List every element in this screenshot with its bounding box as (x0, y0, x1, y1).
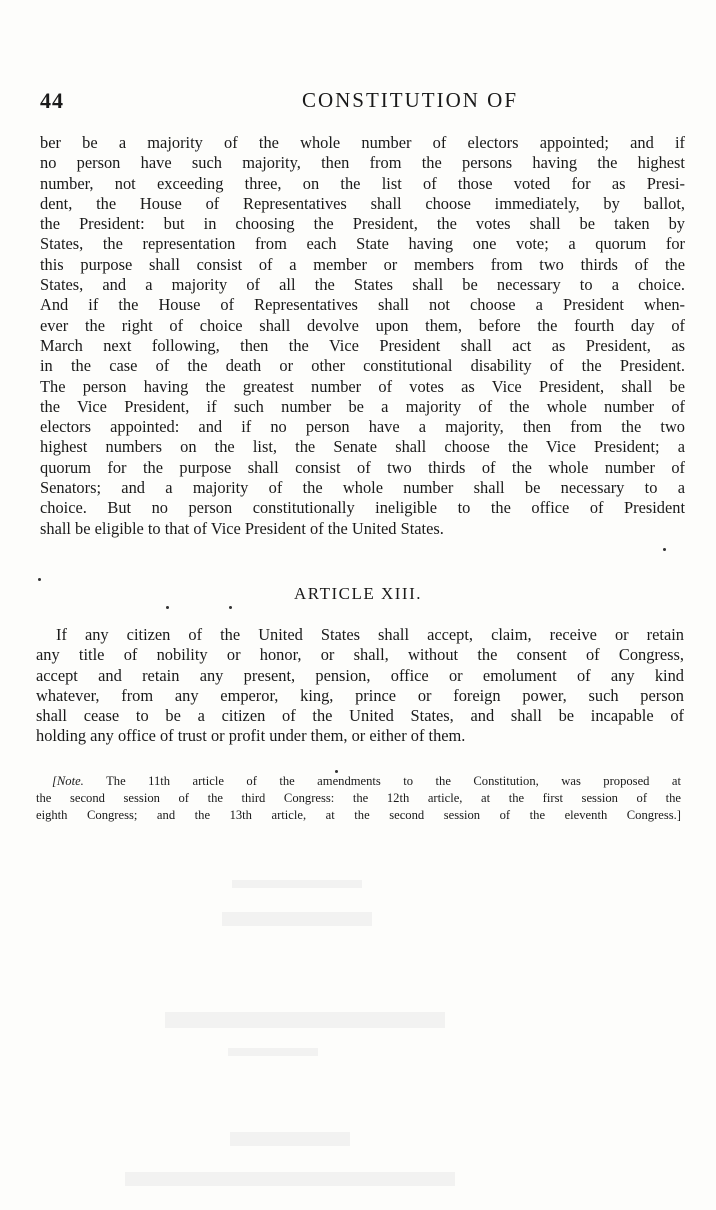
show-through-mark (228, 1048, 318, 1056)
text-line: Senators; and a majority of the whole number shall be necessary to a (40, 478, 685, 498)
page-number: 44 (40, 88, 64, 113)
text-line: quorum for the purpose shall consist of two thirds of the whole number of (40, 457, 685, 477)
ink-speck (38, 578, 41, 581)
text-line: in the case of the death or other constitutional disability of the President. (40, 356, 685, 376)
text-line: accept and retain any present, pension, office or emolument of any kind (36, 665, 684, 685)
text-line: ber be a majority of the whole number of electors appointed; and if (40, 133, 685, 152)
show-through-mark (230, 1132, 350, 1146)
text-line: If any citizen of the United States shall accept, claim, receive or retain (56, 625, 684, 644)
note-line: the second session of the third Congress: the 12th article, at the first session of the (36, 791, 681, 805)
note-line (36, 773, 681, 790)
text-line: highest numbers on the list, the Senate shall choose the Vice President; a (40, 437, 685, 457)
text-line: no person have such majority, then from the persons having the highest (40, 153, 685, 173)
show-through-mark (165, 1012, 445, 1028)
text-line: any title of nobility or honor, or shall, without the consent of Congress, (36, 645, 684, 665)
text-line: shall cease to be a citizen of the United States, and shall be incapable of (36, 706, 684, 726)
article-xiii-text (36, 625, 684, 747)
show-through-mark (222, 912, 372, 926)
text-line: March next following, then the Vice President shall act as President, as (40, 335, 685, 355)
text-line: States, the representation from each State having one vote; a quorum for (40, 234, 685, 254)
text-line: whatever, from any emperor, king, prince or foreign power, such person (36, 685, 684, 705)
text-line: holding any office of trust or profit under them, or either of them. (36, 726, 466, 746)
amendment-xii-continuation (40, 133, 685, 539)
text-line: ever the right of choice shall devolve upon them, before the fourth day of (40, 315, 685, 335)
show-through-mark (125, 1172, 455, 1186)
editorial-note (36, 773, 681, 824)
text-line: choice. But no person constitutionally ineligible to the office of President (40, 498, 685, 518)
show-through-mark (232, 880, 362, 888)
text-line: shall be eligible to that of Vice President of the United States. (40, 518, 444, 538)
note-line: eighth Congress; and the 13th article, at the second session of the eleventh Congress.] (36, 808, 681, 822)
text-line: this purpose shall consist of a member or members from two thirds of the (40, 254, 685, 274)
ink-speck (663, 548, 666, 551)
text-line: electors appointed: and if no person have a majority, then from the two (40, 417, 685, 437)
text-line: dent, the House of Representatives shall choose immediately, by ballot, (40, 193, 685, 213)
text-line: States, and a majority of all the States shall be necessary to a choice. (40, 275, 685, 295)
ink-speck (229, 606, 232, 609)
text-line: And if the House of Representatives shall not choose a President when- (40, 295, 685, 315)
note-label: [Note. (52, 774, 84, 788)
ink-speck (166, 606, 169, 609)
running-title: CONSTITUTION OF (301, 88, 519, 112)
text-line: number, not exceeding three, on the list of those voted for as Presi- (40, 173, 685, 193)
note-text: The 11th article of the amendments to the Constitution, was proposed at (106, 774, 682, 788)
text-line: the Vice President, if such number be a majority of the whole number of (40, 396, 685, 416)
running-head (40, 88, 690, 116)
text-line: the President: but in choosing the President, the votes shall be taken by (40, 214, 685, 234)
article-heading: ARTICLE XIII. (293, 584, 422, 603)
text-line: The person having the greatest number of votes as Vice President, shall be (40, 376, 685, 396)
